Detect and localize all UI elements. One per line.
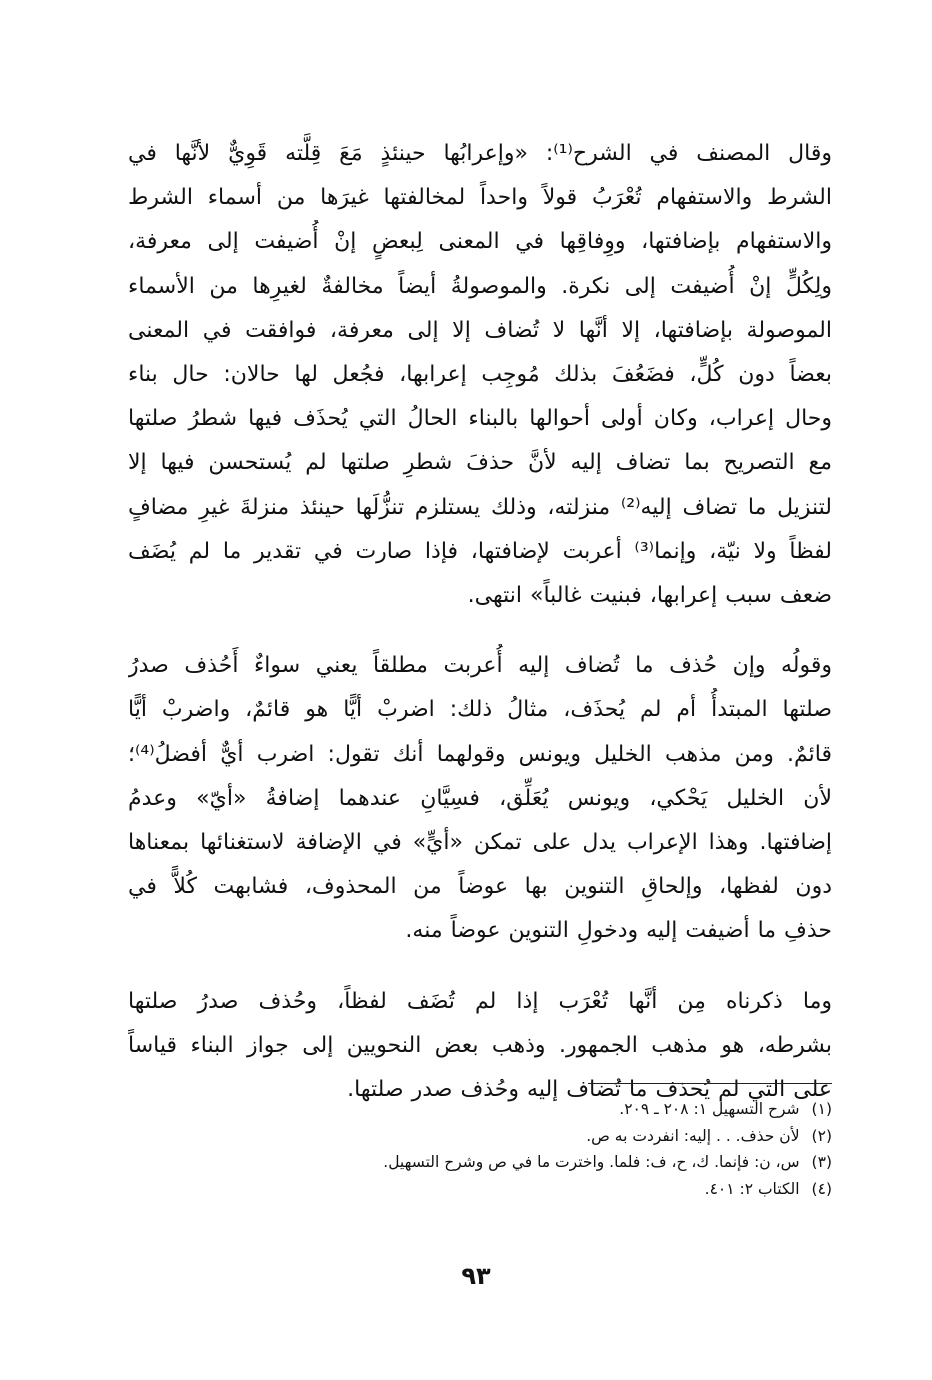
paragraph-1 (128, 132, 832, 618)
text-line: بعضاً دون كُلٍّ، فضَعُفَ بذلك مُوجِب إعرابها، فجُعل لها حالان: حال بناء (128, 362, 832, 388)
text-line: صلتها المبتدأُ أم لم يُحذَف، مثالُ ذلك: اضربْ أيًّا هو قائمٌ، واضربْ أيًّا (128, 697, 832, 723)
footnote-divider (588, 1083, 832, 1084)
text-line: والاستفهام بإضافتها، ووِفاقِها في المعنى لِبعضٍ إنْ أُضيفت إلى معرفة، (128, 229, 832, 255)
text-line: قائمٌ. ومن مذهب الخليل ويونس وقولهما أنك تقول: اضرب أيٌّ أفضلُ⁽⁴⁾؛ (128, 741, 832, 767)
text-line: وقال المصنف في الشرح⁽¹⁾: «وإعرابُها حينئذٍ مَعَ قِلَّته قَوِيٌّ لأنَّها في (128, 141, 832, 166)
footnotes (200, 1096, 832, 1202)
text-line: بشرطه، هو مذهب الجمهور. وذهب بعض النحويين إلى جواز البناء قياساً (128, 1032, 832, 1058)
footnote-3 (200, 1149, 832, 1176)
main-text (128, 132, 832, 1112)
paragraph-3 (128, 980, 832, 1113)
footnote-text: الكتاب ٢: ٤٠١. (704, 1179, 800, 1198)
text-line: لأن الخليل يَحْكي، ويونس يُعَلِّق، فسِيَّانِ عندهما إضافةُ «أيّ» وعدمُ (128, 785, 832, 811)
footnote-text: شرح التسهيل ١: ٢٠٨ ـ ٢٠٩. (619, 1100, 800, 1118)
text-line: ولِكُلٍّ إنْ أُضيفت إلى نكرة. والموصولةُ أيضاً مخالفةٌ لغيرِها من الأسماء (128, 273, 832, 299)
footnote-number: (٤) (811, 1179, 832, 1198)
text-line: ضعف سبب إعرابها، فبنيت غالباً» انتهى. (467, 583, 832, 609)
text-line: وحال إعراب، وكان أولى أحوالها بالبناء الحالُ التي يُحذَف فيها شطرُ صلتها (128, 406, 832, 432)
text-line: إضافتها. وهذا الإعراب يدل على تمكن «أيٍّ» في الإضافة لاستغنائها بمعناها (128, 830, 832, 856)
footnote-4 (200, 1176, 832, 1203)
text-line: وقولُه وإن حُذف ما تُضاف إليه أُعربت مطلقاً يعني سواءٌ أَحُذف صدرُ (128, 653, 832, 679)
footnote-2 (200, 1123, 832, 1150)
text-line: لتنزيل ما تضاف إليه⁽²⁾ منزلته، وذلك يستلزم تنزُّلَها حينئذ منزلةَ غيرِ مضافٍ (128, 494, 832, 520)
text-line: لفظاً ولا نيّة، وإنما⁽³⁾ أعربت لإضافتها، فإذا صارت في تقدير ما لم يُضَف (128, 538, 832, 564)
text-line: الشرط والاستفهام تُعْرَبُ قولاً واحداً لمخالفتها غيرَها من أسماء الشرط (128, 185, 832, 211)
footnote-number: (٢) (811, 1126, 832, 1145)
paragraph-2 (128, 644, 832, 953)
text-line: وما ذكرناه مِن أنَّها تُعْرَب إذا لم تُضَف لفظاً، وحُذف صدرُ صلتها (128, 988, 832, 1014)
text-line: حذفِ ما أضيفت إليه ودخولِ التنوين عوضاً منه. (405, 918, 832, 944)
footnote-text: س، ن: فإنما. ك، ح، ف: فلما. واخترت ما في ص وشرح التسهيل. (383, 1153, 800, 1171)
footnote-number: (٣) (811, 1153, 832, 1171)
footnote-1 (200, 1096, 832, 1123)
text-line: دون لفظها، وإلحاقِ التنوين بها عوضاً من المحذوف، فشابهت كُلاًّ في (128, 874, 832, 900)
text-line: الموصولة بإضافتها، إلا أنَّها لا تُضاف إلا إلى معرفة، فوافقت في المعنى (128, 317, 832, 343)
page-number: ٩٣ (461, 1262, 491, 1290)
text-line: مع التصريح بما تضاف إليه لأنَّ حذفَ شطرِ صلتها لم يُستحسن فيها إلا (128, 450, 832, 476)
footnote-text: لأن حذف. . . إليه: انفردت به ص. (586, 1126, 800, 1145)
text-line: على التي لم يُحذف ما تُضاف إليه وحُذف صدر صلتها. (347, 1077, 832, 1103)
footnote-number: (١) (811, 1100, 832, 1118)
